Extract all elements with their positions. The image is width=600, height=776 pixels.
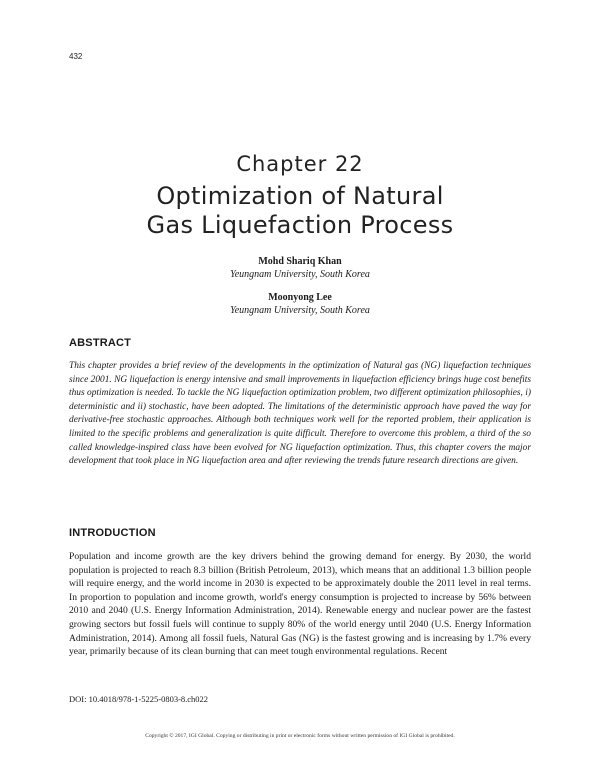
author-affiliation: Yeungnam University, South Korea (230, 269, 370, 280)
chapter-label: Chapter 22 (236, 152, 364, 176)
introduction-text: Population and income growth are the key drivers behind the growing demand for energy. By 2030, the world population is projected to reach 8.3 billion (British Petroleum, 2013), which means that an additional 1.3 billion people will require energy, and the world income in 2030 is expected to be approximately double the 2011 level in real terms. In proportion to population and income growth, world's energy consumption is projected to increase by 56% between 2010 and 2040 (U.S. Energy Information Administration, 2014). Renewable energy and nuclear power are the fastest growing sectors but fossil fuels will continue to supply 80% of the world energy until 2040 (U.S. Energy Information Administration, 2014). Among all fossil fuels, Natural Gas (NG) is the fastest growing and is increasing by 1.7% every year, primarily because of its clean burning that can meet tough environmental regulations. Recent (69, 551, 531, 658)
abstract-heading: ABSTRACT (69, 337, 132, 349)
author-name: Moonyong Lee (268, 292, 332, 303)
copyright-notice: Copyright © 2017, IGI Global. Copying or distributing in print or electronic forms without written permission of IGI Global is prohibited. (145, 733, 455, 739)
author-block (0, 255, 600, 281)
doi-text: DOI: 10.4018/978-1-5225-0803-8.ch022 (69, 694, 209, 704)
page-number: 432 (69, 52, 83, 61)
chapter-title (0, 182, 600, 240)
author-block (0, 291, 600, 317)
introduction-heading: INTRODUCTION (69, 527, 156, 539)
abstract-text: This chapter provides a brief review of the developments in the optimization of Natural gas (NG) liquefaction techniques since 2001. NG liquefaction is energy intensive and small improvements in liquefaction efficiency brings huge cost benefits thus optimization is needed. To tackle the NG liquefaction optimization problem, two different optimization philosophies, i) deterministic and ii) stochastic, have been adopted. The limitations of the deterministic approach have paved the way for derivative-free stochastic approaches. Although both techniques work well for the reported problem, their application is limited to the specific problems and generalization is quite difficult. Therefore to overcome this problem, a third of the so called knowledge-inspired class have been evolved for NG liquefaction optimization. Thus, this chapter covers the major development that took place in NG liquefaction area and after reviewing the trends future research directions are given. (69, 361, 531, 467)
author-affiliation: Yeungnam University, South Korea (230, 305, 370, 316)
chapter-title-line: Gas Liquefaction Process (146, 211, 454, 239)
author-name: Mohd Shariq Khan (258, 256, 342, 267)
chapter-title-line: Optimization of Natural (156, 182, 444, 210)
